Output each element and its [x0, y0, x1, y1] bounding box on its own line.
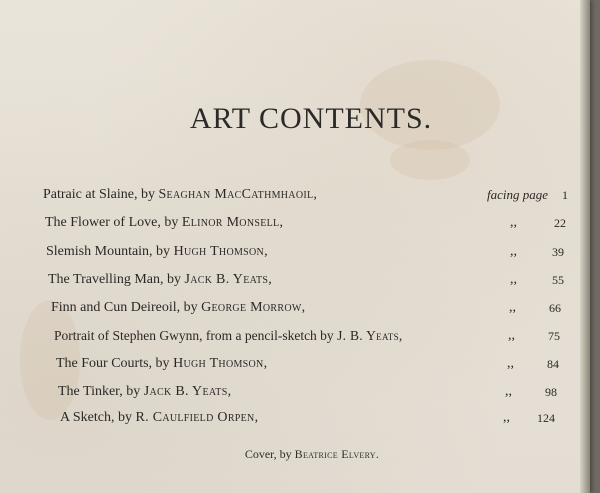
entry-label: A Sketch, by R. Caulfield Orpen, [60, 410, 259, 425]
contents-row [0, 272, 590, 296]
ditto-mark: ,, [508, 328, 515, 343]
paper-stain [390, 140, 470, 180]
entry-label: The Travelling Man, by Jack B. Yeats, [48, 272, 273, 287]
contents-row [0, 300, 590, 324]
page-number: 22 [554, 216, 566, 230]
page-number: 98 [545, 385, 557, 399]
page-title: ART CONTENTS. [189, 102, 433, 135]
ditto-mark: ,, [510, 272, 517, 287]
ditto-mark: ,, [509, 300, 516, 315]
entry-label: The Flower of Love, by Elinor Monsell, [45, 215, 284, 230]
page-number: 55 [552, 273, 564, 287]
page-number: 75 [548, 329, 560, 343]
ditto-mark: ,, [505, 384, 512, 399]
entry-label: The Tinker, by Jack B. Yeats, [58, 384, 232, 399]
page-number: 39 [552, 245, 564, 259]
entry-label: Finn and Cun Deireoil, by George Morrow, [51, 300, 306, 315]
contents-row [0, 410, 590, 434]
page-number: 66 [549, 301, 561, 315]
contents-row [0, 215, 590, 239]
contents-row [0, 244, 590, 268]
contents-row [0, 384, 590, 408]
ditto-mark: ,, [503, 410, 510, 425]
entry-label: The Four Courts, by Hugh Thomson, [56, 356, 268, 371]
page-number: 1 [562, 188, 568, 202]
page-number: 84 [547, 357, 559, 371]
facing-page-label: facing page [487, 187, 549, 202]
contents-row [0, 328, 590, 352]
entry-label: Slemish Mountain, by Hugh Thomson, [46, 244, 268, 259]
entry-label: Portrait of Stephen Gwynn, from a pencil-sketch by J. B. Yeats, [54, 328, 403, 343]
cover-credit: Cover, by Beatrice Elvery. [244, 447, 380, 461]
page-number: 124 [537, 411, 555, 425]
ditto-mark: ,, [507, 356, 514, 371]
contents-row [0, 356, 590, 380]
entry-label: Patraic at Slaine, by Seaghan MacCathmhaoil, [43, 187, 318, 202]
ditto-mark: ,, [510, 215, 517, 230]
contents-row [0, 187, 590, 211]
ditto-mark: ,, [510, 244, 517, 259]
